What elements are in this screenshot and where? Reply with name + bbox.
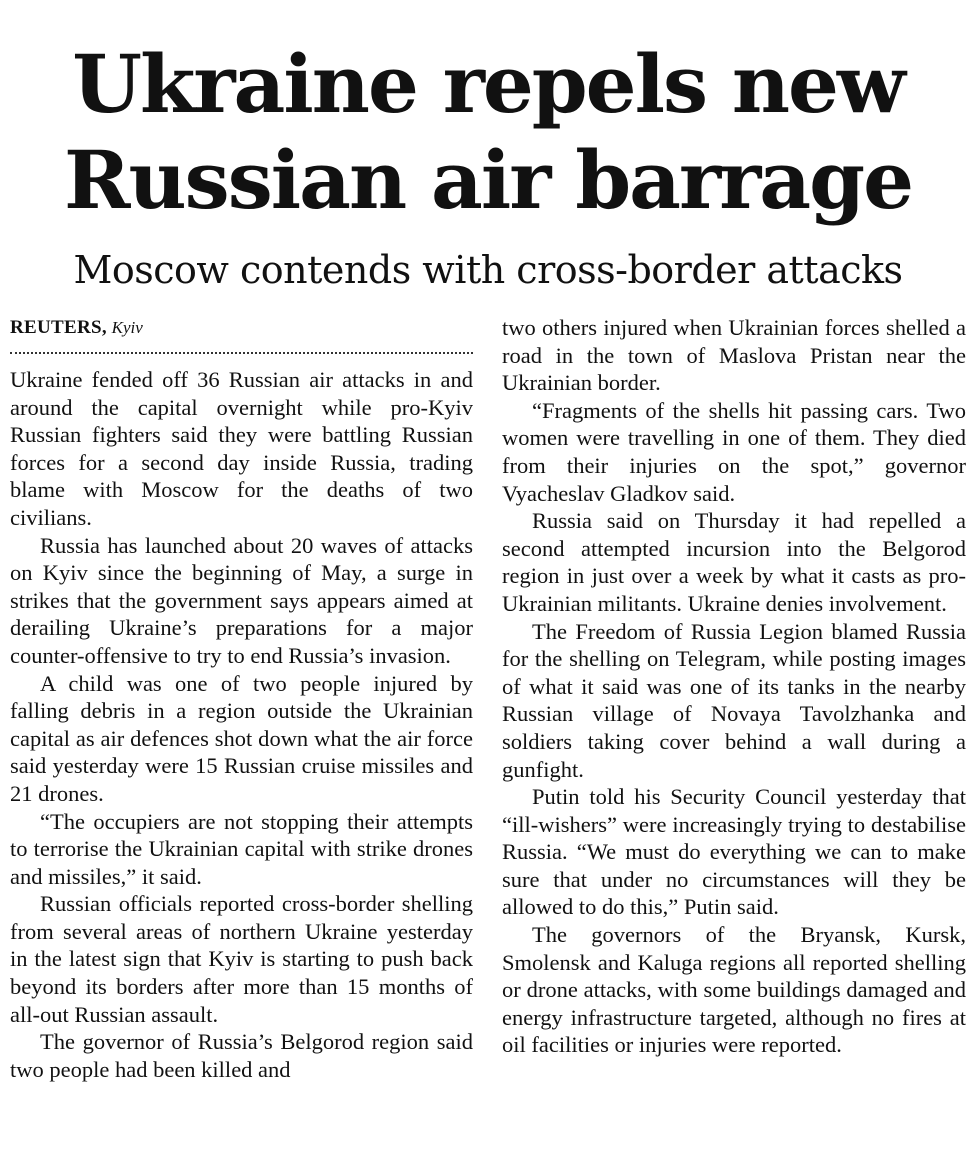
standfirst: Moscow contends with cross-border attacks — [73, 248, 903, 292]
article-paragraph: Ukraine fended off 36 Russian air attacks in and around the capital overnight while pro-Kyiv Russian fighters said they were battling Russian forces for a second day inside Russia, trading blame with Moscow for the deaths of two civilians. — [10, 367, 473, 530]
headline: Ukraine repels new Russian air barrage — [64, 37, 912, 227]
article-paragraph: The Freedom of Russia Legion blamed Russia for the shelling on Telegram, while posting images of what it said was one of its tanks in the nearby Russian village of Novaya Tavolzhanka and soldiers taking cover behind a wall during a gunfight. — [502, 618, 966, 782]
byline-divider — [10, 352, 473, 354]
article-paragraph: two others injured when Ukrainian forces shelled a road in the town of Maslova Pristan near the Ukrainian border. — [502, 315, 966, 396]
article-paragraph: The governor of Russia’s Belgorod region said two people had been killed and — [10, 1029, 473, 1082]
byline — [10, 314, 473, 344]
article-paragraph: “The occupiers are not stopping their attempts to terrorise the Ukrainian capital with strike drones and missiles,” it said. — [10, 808, 473, 889]
article-paragraph: Putin told his Security Council yesterday that “ill-wishers” were increasingly trying to destabilise Russia. “We must do everything we can to make sure that under no circumstances will they be allowed to do this,” Putin said. — [502, 784, 966, 920]
article-paragraph: Russia has launched about 20 waves of attacks on Kyiv since the beginning of May, a surge in strikes that the government says appears aimed at derailing Ukraine’s preparations for a major counter-offensive to try to end Russia’s invasion. — [10, 532, 473, 668]
article-paragraph: The governors of the Bryansk, Kursk, Smolensk and Kaluga regions all reported shelling or drone attacks, with some buildings damaged and energy infrastructure targeted, although no fires at oil facilities or injuries were reported. — [502, 922, 966, 1058]
article-paragraph: “Fragments of the shells hit passing cars. Two women were travelling in one of them. They died from their injuries on the spot,” governor Vyacheslav Gladkov said. — [502, 397, 966, 506]
article-paragraph: A child was one of two people injured by falling debris in a region outside the Ukrainian capital as air defences shot down what the air force said yesterday were 15 Russian cruise missiles and 21 drones. — [10, 670, 473, 806]
article-column-right — [502, 314, 966, 1059]
article-paragraph: Russia said on Thursday it had repelled a second attempted incursion into the Belgorod region in just over a week by what it casts as pro-Ukrainian militants. Ukraine denies involvement. — [502, 508, 966, 616]
byline-agency: REUTERS, — [10, 317, 107, 338]
article-paragraph: Russian officials reported cross-border shelling from several areas of northern Ukraine yesterday in the latest sign that Kyiv is starting to push back beyond its borders after more than 15 months of all-out Russian assault. — [10, 891, 473, 1027]
byline-dateline: Kyiv — [111, 318, 143, 337]
article-column-left — [10, 314, 473, 1083]
